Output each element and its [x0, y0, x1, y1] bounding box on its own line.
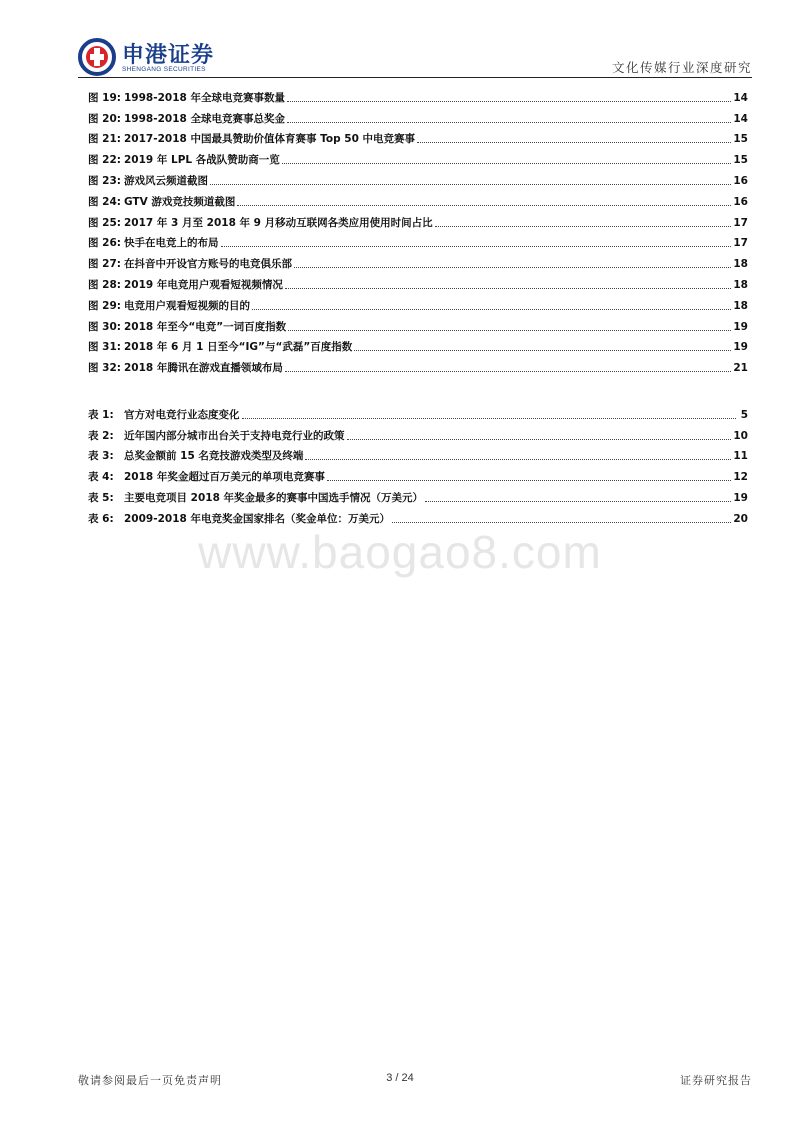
dot-leader — [417, 142, 731, 143]
toc-entry[interactable] — [88, 313, 748, 334]
entry-title: 近年国内部分城市出台关于支持电竞行业的政策 — [124, 429, 345, 442]
toc-entry[interactable] — [88, 126, 748, 147]
entry-page: 18 — [733, 258, 748, 271]
entry-number: 图 28: — [88, 278, 121, 291]
shengang-logo-icon — [78, 38, 116, 76]
entry-title: 2018 年至今“电竞”一词百度指数 — [124, 320, 287, 333]
entry-page: 18 — [733, 299, 748, 312]
dot-leader — [285, 288, 731, 289]
entry-page: 21 — [733, 362, 748, 375]
header-divider — [78, 77, 752, 78]
entry-number: 表 1: — [88, 408, 114, 421]
entry-page: 18 — [733, 278, 748, 291]
toc-entry[interactable] — [88, 505, 748, 526]
toc-entry[interactable] — [88, 146, 748, 167]
entry-number: 表 4: — [88, 471, 114, 484]
entry-number: 图 22: — [88, 154, 121, 167]
dot-leader — [287, 122, 731, 123]
entry-page: 19 — [733, 320, 748, 333]
page-header — [0, 0, 800, 80]
entry-page: 15 — [733, 154, 748, 167]
dot-leader — [327, 480, 731, 481]
entry-title: 1998-2018 全球电竞赛事总奖金 — [124, 112, 285, 125]
dot-leader — [252, 309, 731, 310]
report-label: 证券研究报告 — [680, 1074, 752, 1087]
entry-page: 14 — [733, 91, 748, 104]
toc-entry[interactable] — [88, 443, 748, 464]
toc-entry[interactable] — [88, 401, 748, 422]
entry-title: 2018 年腾讯在游戏直播领域布局 — [124, 362, 283, 375]
entry-number: 图 21: — [88, 133, 121, 146]
entry-title: 2018 年奖金超过百万美元的单项电竞赛事 — [124, 471, 325, 484]
toc-entry[interactable] — [88, 484, 748, 505]
entry-number: 表 2: — [88, 429, 114, 442]
entry-page: 5 — [740, 408, 748, 421]
dot-leader — [287, 101, 731, 102]
entry-number: 图 32: — [88, 362, 121, 375]
dot-leader — [242, 418, 737, 419]
entry-number: 图 19: — [88, 91, 121, 104]
entry-page: 12 — [733, 471, 748, 484]
dot-leader — [237, 205, 731, 206]
toc-entry[interactable] — [88, 334, 748, 355]
entry-title: 2017-2018 中国最具赞助价值体育赛事 Top 50 中电竞赛事 — [124, 133, 416, 146]
entry-title: 主要电竞项目 2018 年奖金最多的赛事中国选手情况（万美元） — [124, 491, 424, 504]
watermark: www.baogao8.com — [198, 526, 602, 578]
entry-title: 游戏风云频道截图 — [124, 174, 208, 187]
dot-leader — [285, 371, 731, 372]
toc-entry[interactable] — [88, 463, 748, 484]
toc-entry[interactable] — [88, 422, 748, 443]
toc-entry[interactable] — [88, 230, 748, 251]
dot-leader — [282, 163, 732, 164]
dot-leader — [305, 459, 731, 460]
entry-title: 快手在电竞上的布局 — [124, 237, 219, 250]
dot-leader — [435, 226, 732, 227]
entry-title: 2019 年 LPL 各战队赞助商一览 — [124, 154, 280, 167]
entry-title: 在抖音中开设官方账号的电竞俱乐部 — [124, 258, 292, 271]
dot-leader — [347, 439, 732, 440]
entry-number: 图 24: — [88, 195, 121, 208]
entry-title: 2017 年 3 月至 2018 年 9 月移动互联网各类应用使用时间占比 — [124, 216, 433, 229]
entry-title: GTV 游戏竞技频道截图 — [124, 195, 236, 208]
dot-leader — [294, 267, 731, 268]
entry-title: 总奖金额前 15 名竞技游戏类型及终端 — [124, 450, 304, 463]
entry-page: 17 — [733, 216, 748, 229]
entry-page: 16 — [733, 174, 748, 187]
table-list — [88, 401, 748, 526]
toc-entry[interactable] — [88, 188, 748, 209]
dot-leader — [288, 330, 731, 331]
toc-entry[interactable] — [88, 84, 748, 105]
toc-entry[interactable] — [88, 271, 748, 292]
entry-number: 图 31: — [88, 341, 121, 354]
dot-leader — [221, 246, 732, 247]
entry-number: 表 3: — [88, 450, 114, 463]
toc-entry[interactable] — [88, 105, 748, 126]
entry-title: 2018 年 6 月 1 日至今“IG”与“武磊”百度指数 — [124, 341, 353, 354]
entry-page: 11 — [733, 450, 748, 463]
entry-page: 19 — [733, 491, 748, 504]
brand-name-english: SHENGANG SECURITIES — [122, 66, 206, 73]
report-type: 文化传媒行业深度研究 — [611, 60, 752, 75]
entry-title: 电竞用户观看短视频的目的 — [124, 299, 250, 312]
entry-number: 图 27: — [88, 258, 121, 271]
toc-entry[interactable] — [88, 354, 748, 375]
entry-page: 17 — [733, 237, 748, 250]
entry-number: 图 23: — [88, 174, 121, 187]
dot-leader — [392, 522, 731, 523]
disclaimer-note: 敬请参阅最后一页免责声明 — [78, 1074, 222, 1087]
toc-entry[interactable] — [88, 250, 748, 271]
entry-page: 10 — [733, 429, 748, 442]
entry-title: 1998-2018 年全球电竞赛事数量 — [124, 91, 285, 104]
entry-page: 15 — [733, 133, 748, 146]
entry-title: 官方对电竞行业态度变化 — [124, 408, 240, 421]
brand-name: 申港证券 — [122, 43, 215, 68]
entry-number: 图 20: — [88, 112, 121, 125]
entry-page: 20 — [733, 512, 748, 525]
entry-page: 19 — [733, 341, 748, 354]
entry-page: 14 — [733, 112, 748, 125]
toc-entry[interactable] — [88, 292, 748, 313]
entry-title: 2009-2018 年电竞奖金国家排名（奖金单位：万美元） — [124, 512, 390, 525]
entry-number: 图 30: — [88, 320, 121, 333]
entry-page: 16 — [733, 195, 748, 208]
entry-title: 2019 年电竞用户观看短视频情况 — [124, 278, 283, 291]
entry-number: 图 29: — [88, 299, 121, 312]
entry-number: 表 5: — [88, 491, 114, 504]
toc-entry[interactable] — [88, 209, 748, 230]
dot-leader — [425, 501, 731, 502]
entry-number: 表 6: — [88, 512, 114, 525]
dot-leader — [210, 184, 731, 185]
entry-number: 图 26: — [88, 237, 121, 250]
toc-entry[interactable] — [88, 167, 748, 188]
page-indicator: 3 / 24 — [386, 1072, 414, 1084]
entry-number: 图 25: — [88, 216, 121, 229]
figure-list — [88, 84, 748, 375]
dot-leader — [354, 350, 731, 351]
